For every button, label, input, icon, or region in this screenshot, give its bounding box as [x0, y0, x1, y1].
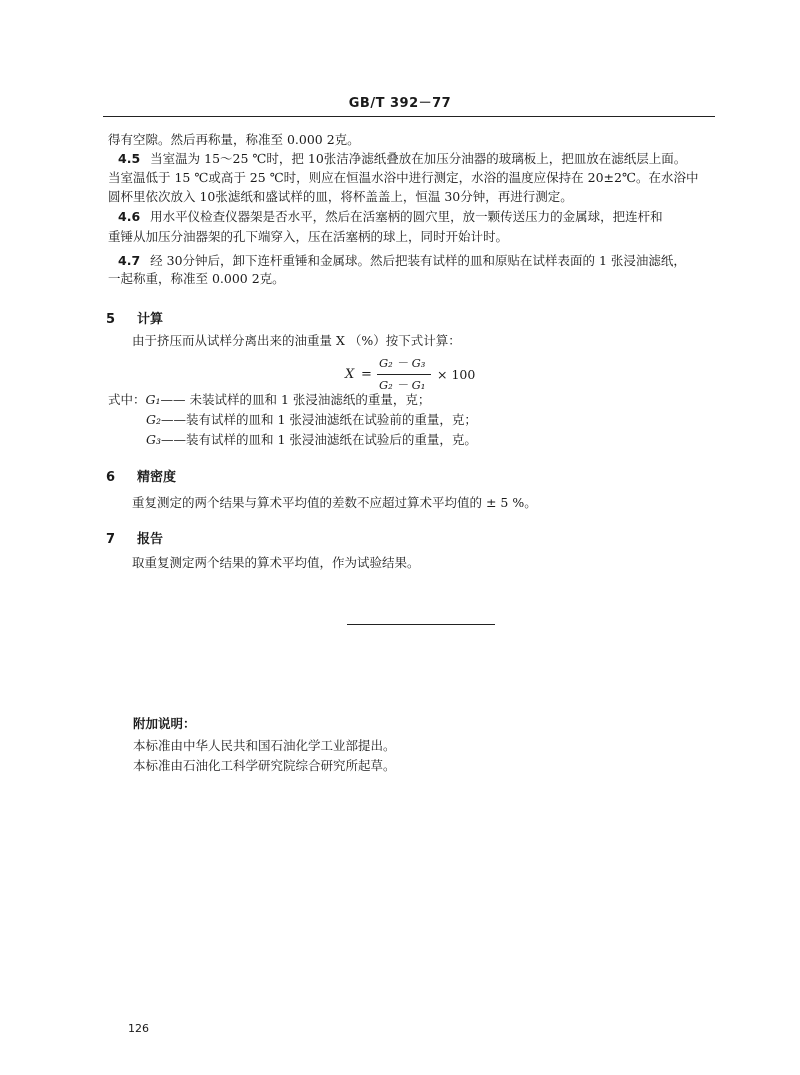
note-title: 附加说明： — [133, 716, 196, 731]
formula-lhs: X — [345, 367, 355, 382]
standard-code-header: GB/T 392－77 — [348, 96, 452, 111]
clause-text: 得有空隙。然后再称量，称准至 0.000 2克。 — [108, 132, 360, 147]
section-6-title — [106, 466, 176, 485]
symbol-g3: G₃ — [146, 432, 161, 447]
clause-number: 4.6 — [118, 209, 141, 224]
clause-4-6 — [118, 209, 663, 225]
where-text: —— 未装试样的皿和 1 张浸油滤纸的重量，克； — [160, 392, 431, 407]
section-number: 6 — [106, 470, 116, 485]
clause-line — [108, 170, 698, 186]
symbol-g1: G₁ — [145, 392, 161, 407]
section-5-title — [106, 308, 163, 327]
clause-number: 4.5 — [118, 151, 141, 166]
clause-line — [108, 189, 573, 205]
header-rule — [103, 116, 715, 117]
clause-line — [108, 229, 508, 245]
clause-4-5 — [118, 151, 686, 167]
clause-line — [108, 132, 360, 148]
where-line-g2 — [146, 412, 477, 428]
clause-4-7 — [118, 253, 686, 269]
section-7-title — [106, 528, 163, 547]
page-number: 126 — [128, 1022, 149, 1035]
formula-equals: = — [361, 367, 372, 382]
clause-text: 当室温为 15～25 ℃时，把 10张洁净滤纸叠放在加压分油器的玻璃板上，把皿放在滤纸层上面。 — [150, 151, 687, 166]
clause-text: 一起称重，称准至 0.000 2克。 — [108, 271, 285, 286]
fraction-bar — [377, 374, 431, 375]
clause-text: 用水平仪检查仪器架是否水平，然后在活塞柄的圆穴里，放一颗传送压力的金属球，把连杆和 — [150, 209, 663, 224]
note-line: 本标准由中华人民共和国石油化学工业部提出。 — [133, 738, 396, 753]
where-line-g3 — [146, 432, 477, 448]
clause-line — [108, 271, 285, 287]
clause-text: 经 30分钟后，卸下连杆重锤和金属球。然后把装有试样的皿和原贴在试样表面的 1 张浸油滤纸， — [150, 253, 686, 268]
where-text: ——装有试样的皿和 1 张浸油滤纸在试验后的重量，克。 — [161, 432, 477, 447]
clause-text: 重锤从加压分油器架的孔下端穿入，压在活塞柄的球上，同时开始计时。 — [108, 229, 509, 244]
section-6-text: 重复测定的两个结果与算术平均值的差数不应超过算术平均值的 ± 5 %。 — [132, 495, 537, 510]
clause-text: 圆杯里依次放入 10张滤纸和盛试样的皿，将杯盖盖上，恒温 30分钟，再进行测定。 — [108, 189, 573, 204]
section-5-intro: 由于挤压而从试样分离出来的油重量 X （%）按下式计算： — [132, 333, 461, 348]
clause-text: 当室温低于 15 ℃或高于 25 ℃时，则应在恒温水浴中进行测定，水浴的温度应保持在 20±2℃。在水浴中 — [108, 170, 699, 185]
formula-denominator: G₂ － G₁ — [379, 378, 426, 392]
section-number: 7 — [106, 532, 116, 547]
end-divider — [347, 624, 495, 625]
section-heading: 精密度 — [137, 470, 177, 485]
clause-number: 4.7 — [118, 253, 141, 268]
where-line-g1 — [108, 392, 430, 408]
note-line: 本标准由石油化工科学研究院综合研究所起草。 — [133, 758, 396, 773]
section-number: 5 — [106, 312, 116, 327]
symbol-g2: G₂ — [146, 412, 161, 427]
formula-multiplier: × 100 — [437, 367, 476, 382]
section-heading: 报告 — [137, 532, 164, 547]
formula-numerator: G₂ － G₃ — [379, 356, 426, 370]
section-heading: 计算 — [137, 312, 164, 327]
where-text: ——装有试样的皿和 1 张浸油滤纸在试验前的重量，克； — [161, 412, 477, 427]
where-prefix: 式中： — [108, 392, 146, 407]
section-7-text: 取重复测定两个结果的算术平均值，作为试验结果。 — [132, 555, 420, 570]
